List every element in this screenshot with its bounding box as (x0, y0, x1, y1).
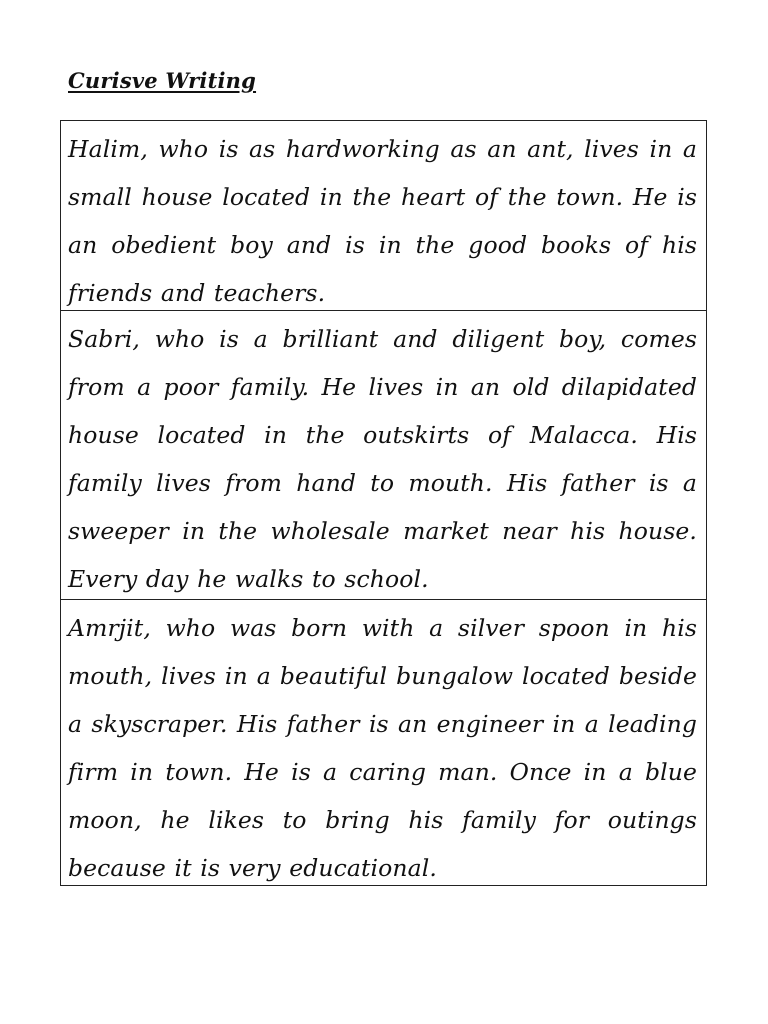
passage-table (60, 120, 707, 886)
passage-sabri: Sabri, who is a brilliant and diligent boy, comes from a poor family. He lives in an old dilapidated house located in the outskirts of Malacca. His family lives from hand to mouth. His father is a sweeper in the wholesale market near his house. Every day he walks to school. (61, 311, 706, 600)
page-title: Curisve Writing (68, 68, 257, 93)
passage-amrjit: Amrjit, who was born with a silver spoon in his mouth, lives in a beautiful bungalow located beside a skyscraper. His father is an engineer in a leading firm in town. He is a caring man. Once in a blue moon, he likes to bring his family for outings because it is very educational. (68, 614, 697, 882)
passage-halim: Halim, who is as hardworking as an ant, lives in a small house located in the heart of the town. He is an obedient boy and is in the good books of his friends and teachers. (61, 121, 706, 311)
